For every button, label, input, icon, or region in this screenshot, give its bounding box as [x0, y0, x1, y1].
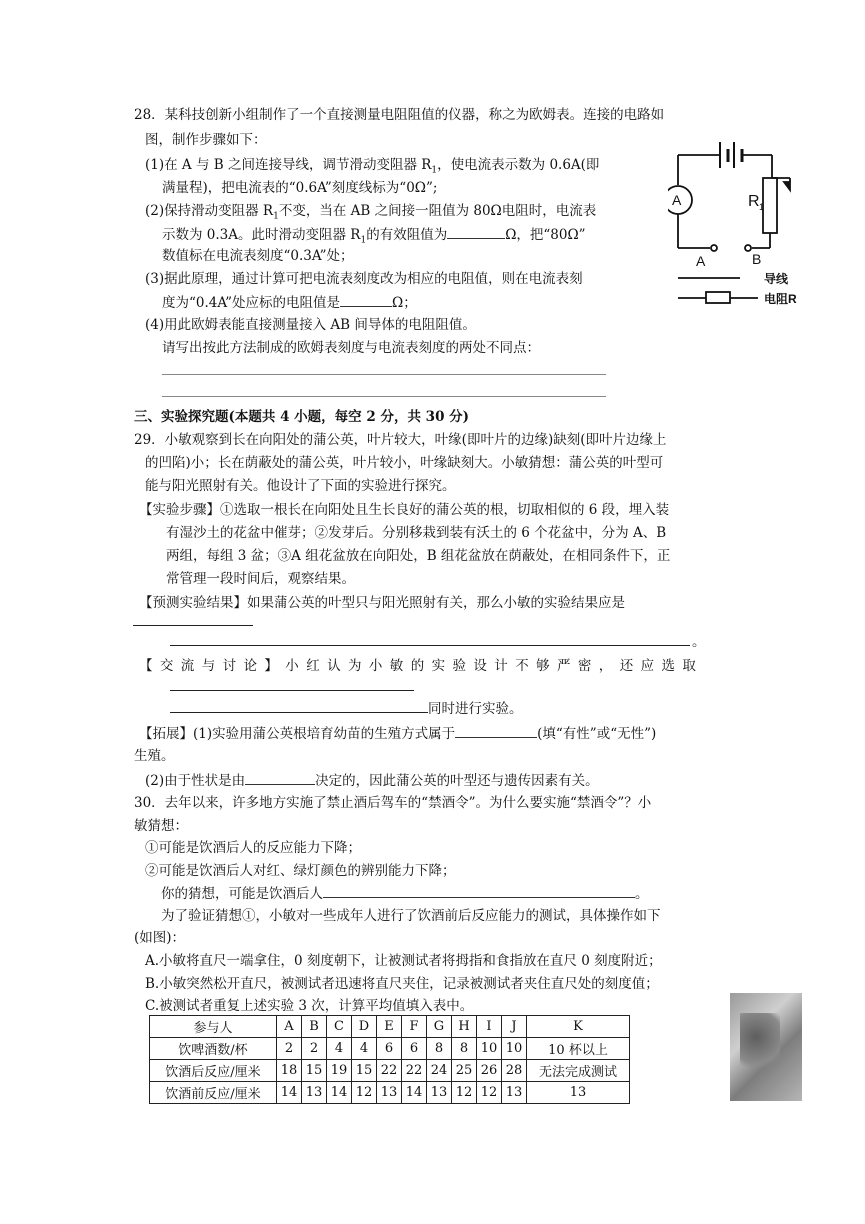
- table-cell: 22: [377, 1060, 402, 1082]
- resistor-label-sub: 1: [759, 202, 765, 212]
- table-cell: 22: [402, 1060, 427, 1082]
- table-cell: 25: [452, 1060, 477, 1082]
- q28-step3-line1: (3)据此原理，通过计算可把电流表刻度改为相应的电阻值，则在电流表刻: [145, 271, 583, 287]
- table-row: [150, 1038, 630, 1060]
- reaction-table: [149, 1015, 630, 1104]
- experiment-photo: [730, 993, 802, 1101]
- table-header-cell: A: [277, 1016, 302, 1038]
- table-cell: 13: [302, 1082, 327, 1104]
- q28-intro-line2: 图，制作步骤如下：: [145, 132, 267, 148]
- q28-step3-line2: 度为“0.4A”处应标的电阻值是 Ω；: [162, 292, 417, 313]
- table-header-cell: H: [452, 1016, 477, 1038]
- table-cell: 26: [477, 1060, 502, 1082]
- q29-line3: 能与阳光照射有关。他设计了下面的实验进行探究。: [145, 478, 456, 494]
- q29-steps-line1: 【实验步骤】①选取一根长在向阳处且生长良好的蒲公英的根，切取相似的 6 段，埋入装: [139, 502, 670, 518]
- q29-line2: 的凹陷)小；长在荫蔽处的蒲公英，叶片较小，叶缘缺刻大。小敏猜想：蒲公英的叶型可: [145, 455, 664, 471]
- q29-ext1-end: 生殖。: [134, 748, 175, 764]
- table-row: [150, 1060, 630, 1082]
- table-cell: 4: [327, 1038, 352, 1060]
- table-cell: 24: [427, 1060, 452, 1082]
- answer-blank[interactable]: [447, 224, 505, 239]
- table-cell: 饮啤酒数/杯: [150, 1038, 277, 1060]
- q30-guess1: ①可能是饮酒后人的反应能力下降；: [145, 840, 361, 856]
- table-cell: 13: [527, 1082, 630, 1104]
- q28-step4-line1: (4)用此欧姆表能直接测量接入 AB 间导体的电阻阻值。: [145, 317, 476, 333]
- table-cell: 10: [502, 1038, 527, 1060]
- q28-step4-line2: 请写出按此方法制成的欧姆表刻度与电流表刻度的两处不同点：: [162, 340, 540, 356]
- table-cell: 15: [352, 1060, 377, 1082]
- table-cell: 12: [352, 1082, 377, 1104]
- q30-guess3: 你的猜想，可能是饮酒后人 。: [161, 883, 649, 904]
- q28-step2-line3: 数值标在电流表刻度“0.3A”处；: [162, 248, 354, 264]
- table-cell: 14: [277, 1082, 302, 1104]
- table-cell: 13: [377, 1082, 402, 1104]
- table-cell: 12: [477, 1082, 502, 1104]
- q28-step2-line1: (2)保持滑动变阻器 $R_1$不变，当在 AB 之间接一阻值为 80Ω电阻时，电流表: [145, 203, 597, 222]
- answer-blank[interactable]: [133, 625, 253, 626]
- terminal-b-label: B: [752, 251, 762, 267]
- q29-ext2: (2)由于性状是由 决定的，因此蒲公英的叶型还与遗传因素有关。: [145, 770, 599, 791]
- q29-ext1: 【拓展】(1)实验用蒲公英根培育幼苗的生殖方式属于 (填“有性”或“无性”): [139, 723, 656, 744]
- ammeter-label: A: [672, 192, 682, 208]
- table-cell: 10 杯以上: [527, 1038, 630, 1060]
- table-cell: 14: [402, 1082, 427, 1104]
- q30-step-a: A.小敏将直尺一端拿住，0 刻度朝下，让被测试者将拇指和食指放在直尺 0 刻度附近；: [145, 953, 662, 969]
- table-cell: 12: [452, 1082, 477, 1104]
- q29-predict: 【预测实验结果】如果蒲公英的叶型只与阳光照射有关，那么小敏的实验结果应是: [139, 595, 625, 611]
- q29-discuss-end: 同时进行实验。: [428, 701, 523, 717]
- q29-predict-period: 。: [692, 634, 706, 650]
- q30-verify-line1: 为了验证猜想①，小敏对一些成年人进行了饮酒前后反应能力的测试，具体操作如下: [161, 908, 661, 924]
- table-header-cell: C: [327, 1016, 352, 1038]
- table-cell: 19: [327, 1060, 352, 1082]
- table-cell: 2: [277, 1038, 302, 1060]
- table-cell: 14: [327, 1082, 352, 1104]
- q28-intro-line1: 28．某科技创新小组制作了一个直接测量电阻阻值的仪器，称之为欧姆表。连接的电路如: [134, 107, 665, 123]
- table-cell: 15: [302, 1060, 327, 1082]
- answer-blank[interactable]: [170, 712, 428, 713]
- table-header-row: [150, 1016, 630, 1038]
- table-header-cell: K: [527, 1016, 630, 1038]
- circuit-diagram: [668, 138, 818, 310]
- legend-wire-label: 导线: [764, 272, 789, 286]
- table-cell: 饮酒前反应/厘米: [150, 1082, 277, 1104]
- q29-steps-line4: 常管理一段时间后，观察结果。: [166, 571, 355, 587]
- table-cell: 18: [277, 1060, 302, 1082]
- table-cell: 10: [477, 1038, 502, 1060]
- table-cell: 2: [302, 1038, 327, 1060]
- section-heading: 三、实验探究题(本题共 4 小题，每空 2 分，共 30 分): [134, 409, 470, 425]
- table-header-cell: J: [502, 1016, 527, 1038]
- table-cell: 4: [352, 1038, 377, 1060]
- q28-step1-line2: 满量程)，把电流表的“0.6A”刻度线标为“0Ω”;: [162, 180, 438, 196]
- table-header-cell: E: [377, 1016, 402, 1038]
- q29-discuss: 【交流与讨论】小红认为小敏的实验设计不够严密，还应选取: [139, 658, 704, 674]
- answer-blank[interactable]: [323, 883, 635, 898]
- table-row: [150, 1082, 630, 1104]
- q28-step1-line1: (1)在 A 与 B 之间连接导线，调节滑动变阻器 $R_1$，使电流表示数为 0.6A(即: [145, 157, 600, 176]
- answer-blank[interactable]: [245, 770, 315, 785]
- legend-resistor-label: 电阻R: [764, 292, 797, 306]
- answer-blank[interactable]: [170, 645, 690, 646]
- table-cell: 无法完成测试: [527, 1060, 630, 1082]
- q30-line1: 30．去年以来，许多地方实施了禁止酒后驾车的“禁酒令”。为什么要实施“禁酒令”？小: [134, 795, 652, 811]
- table-header-cell: B: [302, 1016, 327, 1038]
- answer-line[interactable]: [162, 374, 606, 375]
- q28-step2-line2: 示数为 0.3A。此时滑动变阻器 $R_1$的有效阻值为 Ω，把“80Ω”: [162, 224, 586, 251]
- table-cell: 6: [377, 1038, 402, 1060]
- table-header-cell: G: [427, 1016, 452, 1038]
- q29-steps-line3: 两组，每组 3 盆；③A 组花盆放在向阳处，B 组花盆放在荫蔽处，在相同条件下，正: [166, 548, 671, 564]
- table-cell: 8: [452, 1038, 477, 1060]
- table-cell: 13: [502, 1082, 527, 1104]
- q30-verify-line2: (如图)：: [134, 930, 186, 946]
- table-cell: 13: [427, 1082, 452, 1104]
- q30-step-b: B.小敏突然松开直尺，被测试者迅速将直尺夹住，记录被测试者夹住直尺处的刻度值；: [145, 976, 659, 992]
- answer-line[interactable]: [162, 396, 606, 397]
- resistor-label: R: [748, 193, 760, 210]
- q30-line2: 敏猜想：: [134, 818, 188, 834]
- table-header-cell: 参与人: [150, 1016, 277, 1038]
- answer-blank[interactable]: [340, 292, 392, 307]
- table-cell: 饮酒后反应/厘米: [150, 1060, 277, 1082]
- answer-blank[interactable]: [455, 723, 537, 738]
- q29-line1: 29．小敏观察到长在向阳处的蒲公英，叶片较大，叶缘(即叶片的边缘)缺刻(即叶片边缘上: [134, 432, 667, 448]
- table-header-cell: F: [402, 1016, 427, 1038]
- q30-guess2: ②可能是饮酒后人对红、绿灯颜色的辨别能力下降；: [145, 863, 456, 879]
- table-header-cell: I: [477, 1016, 502, 1038]
- table-cell: 6: [402, 1038, 427, 1060]
- answer-blank[interactable]: [170, 690, 414, 691]
- table-cell: 28: [502, 1060, 527, 1082]
- terminal-a-label: A: [696, 253, 706, 269]
- table-cell: 8: [427, 1038, 452, 1060]
- q29-steps-line2: 有湿沙土的花盆中催芽；②发芽后。分别移栽到装有沃土的 6 个花盆中，分为 A、B: [166, 525, 667, 541]
- q30-step-c: C.被测试者重复上述实验 3 次，计算平均值填入表中。: [145, 998, 474, 1014]
- table-header-cell: D: [352, 1016, 377, 1038]
